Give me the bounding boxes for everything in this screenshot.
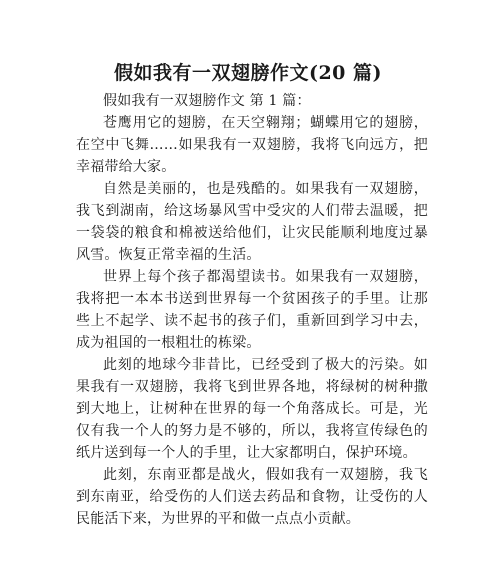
document-title: 假如我有一双翅膀作文(20 篇) bbox=[113, 62, 383, 84]
paragraph-4: 此刻的地球今非昔比，已经受到了极大的污染。如果我有一双翅膀，我将飞到世界各地，将绿树的树种撒到大地上，让树种在世界的每一个角落成长。可是，光仅有我一个人的努力是不够的，所以，我将宣传绿色的纸片送到每一个人的手里，让大家都明白，保护环境。 bbox=[76, 357, 428, 461]
document-body bbox=[76, 90, 428, 530]
paragraph-5: 此刻，东南亚都是战火，假如我有一双翅膀，我飞到东南亚，给受伤的人们送去药品和食物，让受伤的人民能活下来，为世界的平和做一点点小贡献。 bbox=[76, 467, 428, 527]
paragraph-2: 自然是美丽的，也是残酷的。如果我有一双翅膀，我飞到湖南，给这场暴风雪中受灾的人们带去温暖，把一袋袋的粮食和棉被送给他们，让灾民能顺利地度过暴风雪。恢复正常幸福的生活。 bbox=[76, 181, 428, 263]
paragraph-3: 世界上每个孩子都渴望读书。如果我有一双翅膀，我将把一本本书送到世界每一个贫困孩子的手里。让那些上不起学、读不起书的孩子们，重新回到学习中去，成为祖国的一根粗壮的栋梁。 bbox=[76, 269, 428, 351]
paragraph-1: 苍鹰用它的翅膀，在天空翱翔；蝴蝶用它的翅膀，在空中飞舞……如果我有一双翅膀，我将飞向远方，把幸福带给大家。 bbox=[76, 115, 428, 175]
article-subtitle: 假如我有一双翅膀作文 第 1 篇： bbox=[103, 93, 311, 109]
